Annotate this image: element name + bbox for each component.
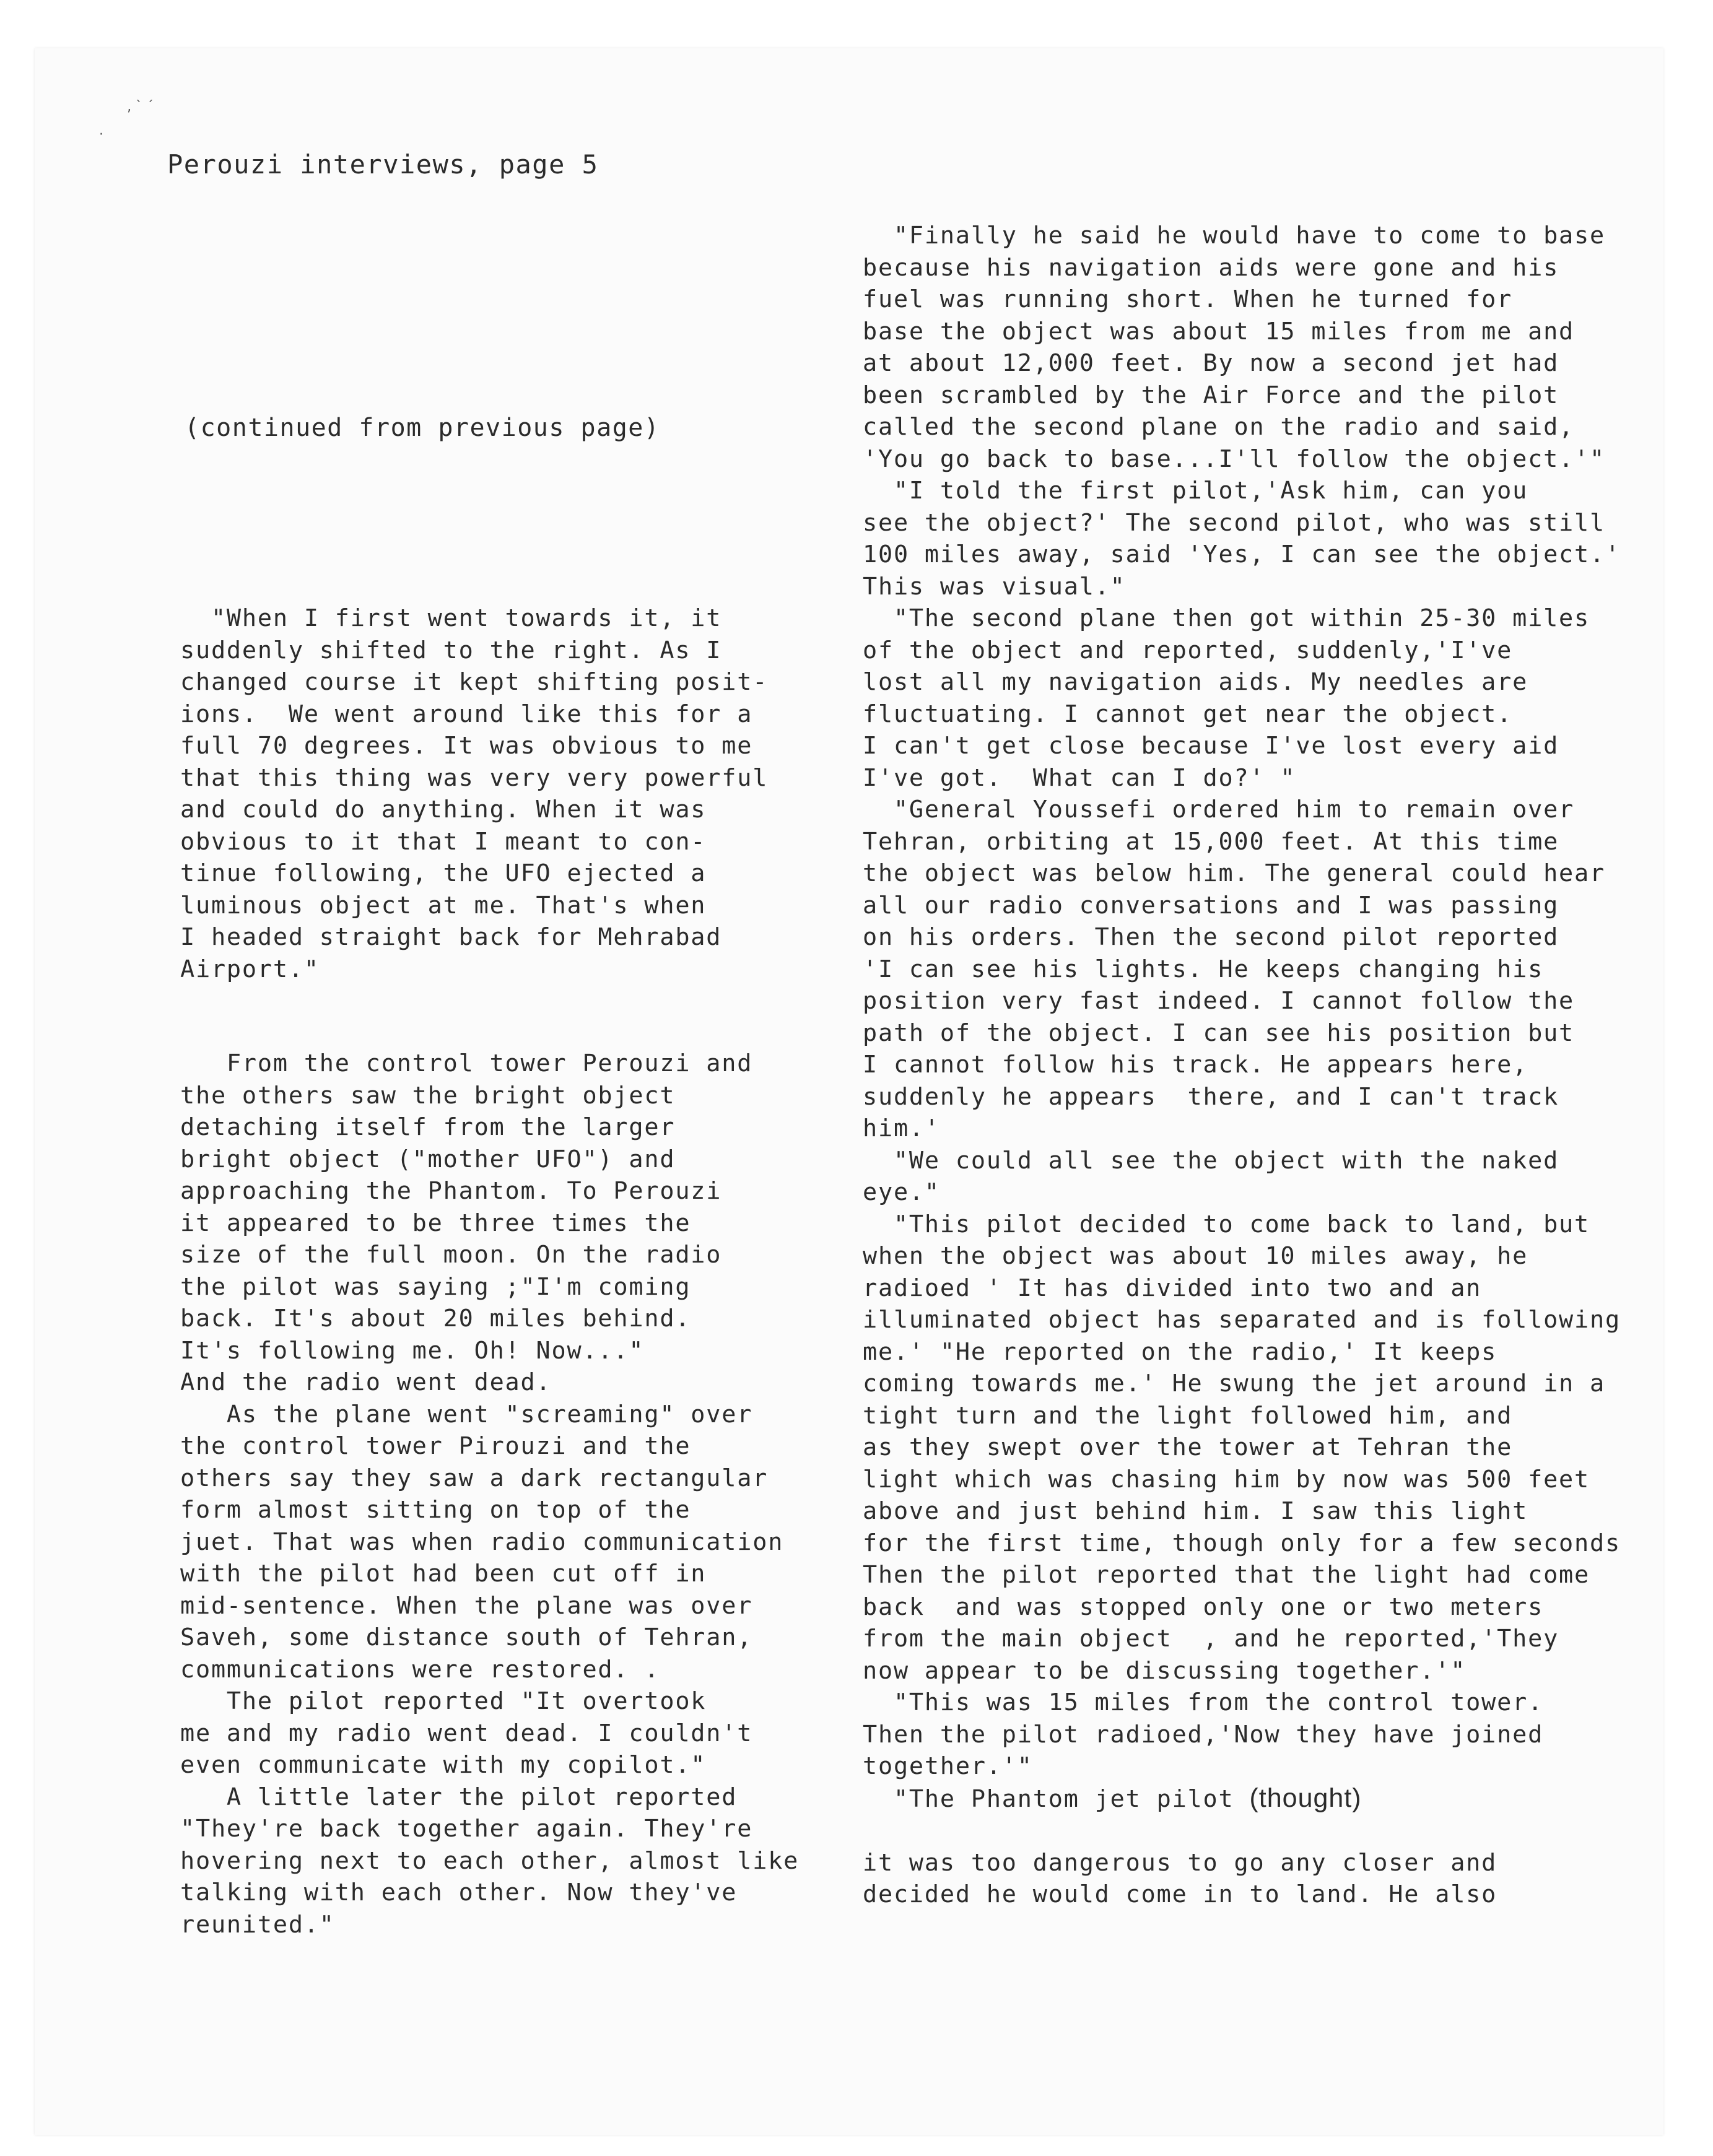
- text-line: that this thing was very very powerful: [180, 763, 769, 792]
- text-line: lost all my navigation aids. My needles are: [863, 668, 1528, 696]
- text-line: I cannot follow his track. He appears here,: [863, 1051, 1528, 1079]
- text-line: others say they saw a dark rectangular: [180, 1464, 769, 1492]
- text-line: "The second plane then got within 25-30 miles: [863, 604, 1590, 632]
- margin-speck: ·: [99, 127, 103, 142]
- text-line: obvious to it that I meant to con-: [180, 827, 707, 856]
- text-line: light which was chasing him by now was 500 feet: [863, 1465, 1590, 1493]
- text-line: on his orders. Then the second pilot reported: [863, 923, 1559, 951]
- text-line: bright object ("mother UFO") and: [180, 1145, 676, 1173]
- left-quote-block: [180, 602, 768, 985]
- text-line: And the radio went dead.: [180, 1368, 552, 1396]
- text-line: "When I first went towards it, it: [180, 604, 722, 632]
- text-line: As the plane went "screaming" over: [180, 1400, 753, 1428]
- text-line: "This was 15 miles from the control tower.: [863, 1689, 1544, 1716]
- text-line: the object was below him. The general could hear: [863, 859, 1605, 887]
- phantom-line: [863, 1783, 1621, 1815]
- text-line: above and just behind him. I saw this light: [863, 1497, 1528, 1525]
- text-line: 100 miles away, said 'Yes, I can see the object.': [863, 541, 1621, 568]
- text-line: mid-sentence. When the plane was over: [180, 1591, 753, 1620]
- text-line: as they swept over the tower at Tehran the: [863, 1433, 1513, 1461]
- text-line: for the first time, though only for a few seconds: [863, 1529, 1621, 1557]
- text-line: me and my radio went dead. I couldn't: [180, 1719, 753, 1747]
- text-line: base the object was about 15 miles from me and: [863, 317, 1575, 346]
- text-line: see the object?' The second pilot, who was still: [863, 508, 1605, 537]
- text-line: talking with each other. Now they've: [180, 1879, 738, 1906]
- text-line: tight turn and the light followed him, and: [863, 1401, 1513, 1430]
- text-line: "I told the first pilot,'Ask him, can you: [863, 477, 1528, 505]
- text-line: the others saw the bright object: [180, 1081, 676, 1110]
- text-line: back and was stopped only one or two meters: [863, 1593, 1544, 1621]
- text-line: approaching the Phantom. To Perouzi: [180, 1177, 722, 1205]
- text-line: eye.": [863, 1178, 940, 1206]
- text-line: when the object was about 10 miles away, he: [863, 1242, 1528, 1270]
- text-line: even communicate with my copilot.": [180, 1751, 707, 1779]
- text-line: changed course it kept shifting posit-: [180, 668, 769, 696]
- text-line: and could do anything. When it was: [180, 796, 707, 824]
- text-line: "They're back together again. They're: [180, 1815, 753, 1843]
- right-column-block: [863, 220, 1621, 1911]
- text-line: the control tower Pirouzi and the: [180, 1432, 691, 1460]
- text-line: luminous object at me. That's when: [180, 891, 707, 919]
- text-line: tinue following, the UFO ejected a: [180, 859, 707, 887]
- text-line: now appear to be discussing together.'": [863, 1656, 1467, 1685]
- text-line: together.'": [863, 1752, 1033, 1780]
- text-line: From the control tower Perouzi and: [180, 1050, 753, 1077]
- text-line: form almost sitting on top of the: [180, 1496, 691, 1524]
- blank-line: [863, 1815, 1621, 1847]
- text-line: A little later the pilot reported: [180, 1783, 738, 1811]
- text-line: suddenly shifted to the right. As I: [180, 636, 722, 664]
- text-line: Saveh, some distance south of Tehran,: [180, 1624, 753, 1651]
- text-line: Then the pilot radioed,'Now they have joined: [863, 1720, 1544, 1749]
- text-line: of the object and reported, suddenly,'I've: [863, 636, 1513, 664]
- text-line: I've got. What can I do?' ": [863, 763, 1296, 792]
- text-line: at about 12,000 feet. By now a second jet had: [863, 349, 1559, 377]
- text-line: fluctuating. I cannot get near the object.: [863, 700, 1513, 728]
- text-line: from the main object , and he reported,'They: [863, 1625, 1559, 1653]
- text-line: position very fast indeed. I cannot follow the: [863, 987, 1575, 1015]
- text-line: me.' "He reported on the radio,' It keeps: [863, 1337, 1497, 1366]
- text-line: juet. That was when radio communication: [180, 1528, 784, 1556]
- text-line: reunited.": [180, 1910, 335, 1939]
- text-line: radioed ' It has divided into two and an: [863, 1274, 1482, 1302]
- text-line: hovering next to each other, almost like: [180, 1846, 800, 1875]
- text-line: "Finally he said he would have to come to base: [863, 222, 1605, 250]
- text-line: It's following me. Oh! Now...": [180, 1336, 645, 1365]
- text-line: coming towards me.' He swung the jet around in a: [863, 1370, 1605, 1397]
- text-line: full 70 degrees. It was obvious to me: [180, 732, 753, 760]
- text-line: decided he would come in to land. He also: [863, 1880, 1497, 1908]
- text-line: The pilot reported "It overtook: [180, 1687, 707, 1715]
- text-line: I headed straight back for Mehrabad: [180, 923, 722, 951]
- text-line: path of the object. I can see his position but: [863, 1019, 1575, 1047]
- margin-speck: ‚ ` ´: [127, 99, 154, 115]
- text-line: been scrambled by the Air Force and the pilot: [863, 381, 1559, 409]
- text-line: This was visual.": [863, 572, 1126, 601]
- text-line: back. It's about 20 miles behind.: [180, 1305, 691, 1332]
- text-line: it appeared to be three times the: [180, 1209, 691, 1237]
- text-line: "We could all see the object with the naked: [863, 1146, 1559, 1175]
- page-header: Perouzi interviews, page 5: [167, 149, 599, 180]
- text-line: ions. We went around like this for a: [180, 700, 753, 728]
- text-line: Airport.": [180, 955, 320, 983]
- text-line: Tehran, orbiting at 15,000 feet. At this time: [863, 827, 1559, 856]
- text-line: the pilot was saying ;"I'm coming: [180, 1272, 691, 1301]
- continued-note: (continued from previous page): [185, 414, 660, 442]
- text-line: suddenly he appears there, and I can't track: [863, 1082, 1559, 1111]
- text-line: called the second plane on the radio and said,: [863, 413, 1575, 441]
- text-line: "This pilot decided to come back to land, but: [863, 1210, 1590, 1238]
- text-line: I can't get close because I've lost every aid: [863, 732, 1559, 760]
- text-line: because his navigation aids were gone and his: [863, 253, 1559, 282]
- text-line: 'I can see his lights. He keeps changing his: [863, 955, 1544, 983]
- thought-annotation: (thought): [1249, 1783, 1362, 1813]
- text-line: illuminated object has separated and is following: [863, 1306, 1621, 1334]
- text-line: 'You go back to base...I'll follow the object.'": [863, 445, 1605, 473]
- text-line: size of the full moon. On the radio: [180, 1241, 722, 1269]
- text-line: him.': [863, 1115, 940, 1142]
- text-line: it was too dangerous to go any closer and: [863, 1848, 1497, 1877]
- text-line: all our radio conversations and I was passing: [863, 891, 1559, 919]
- text-line: with the pilot had been cut off in: [180, 1560, 707, 1588]
- text-line: Then the pilot reported that the light had come: [863, 1561, 1590, 1589]
- phantom-line-text: "The Phantom jet pilot: [863, 1784, 1250, 1813]
- text-line: detaching itself from the larger: [180, 1113, 676, 1141]
- text-line: fuel was running short. When he turned for: [863, 285, 1513, 313]
- text-line: communications were restored. .: [180, 1655, 660, 1684]
- text-line: "General Youssefi ordered him to remain over: [863, 796, 1575, 824]
- left-narrative-block: [180, 1048, 799, 1941]
